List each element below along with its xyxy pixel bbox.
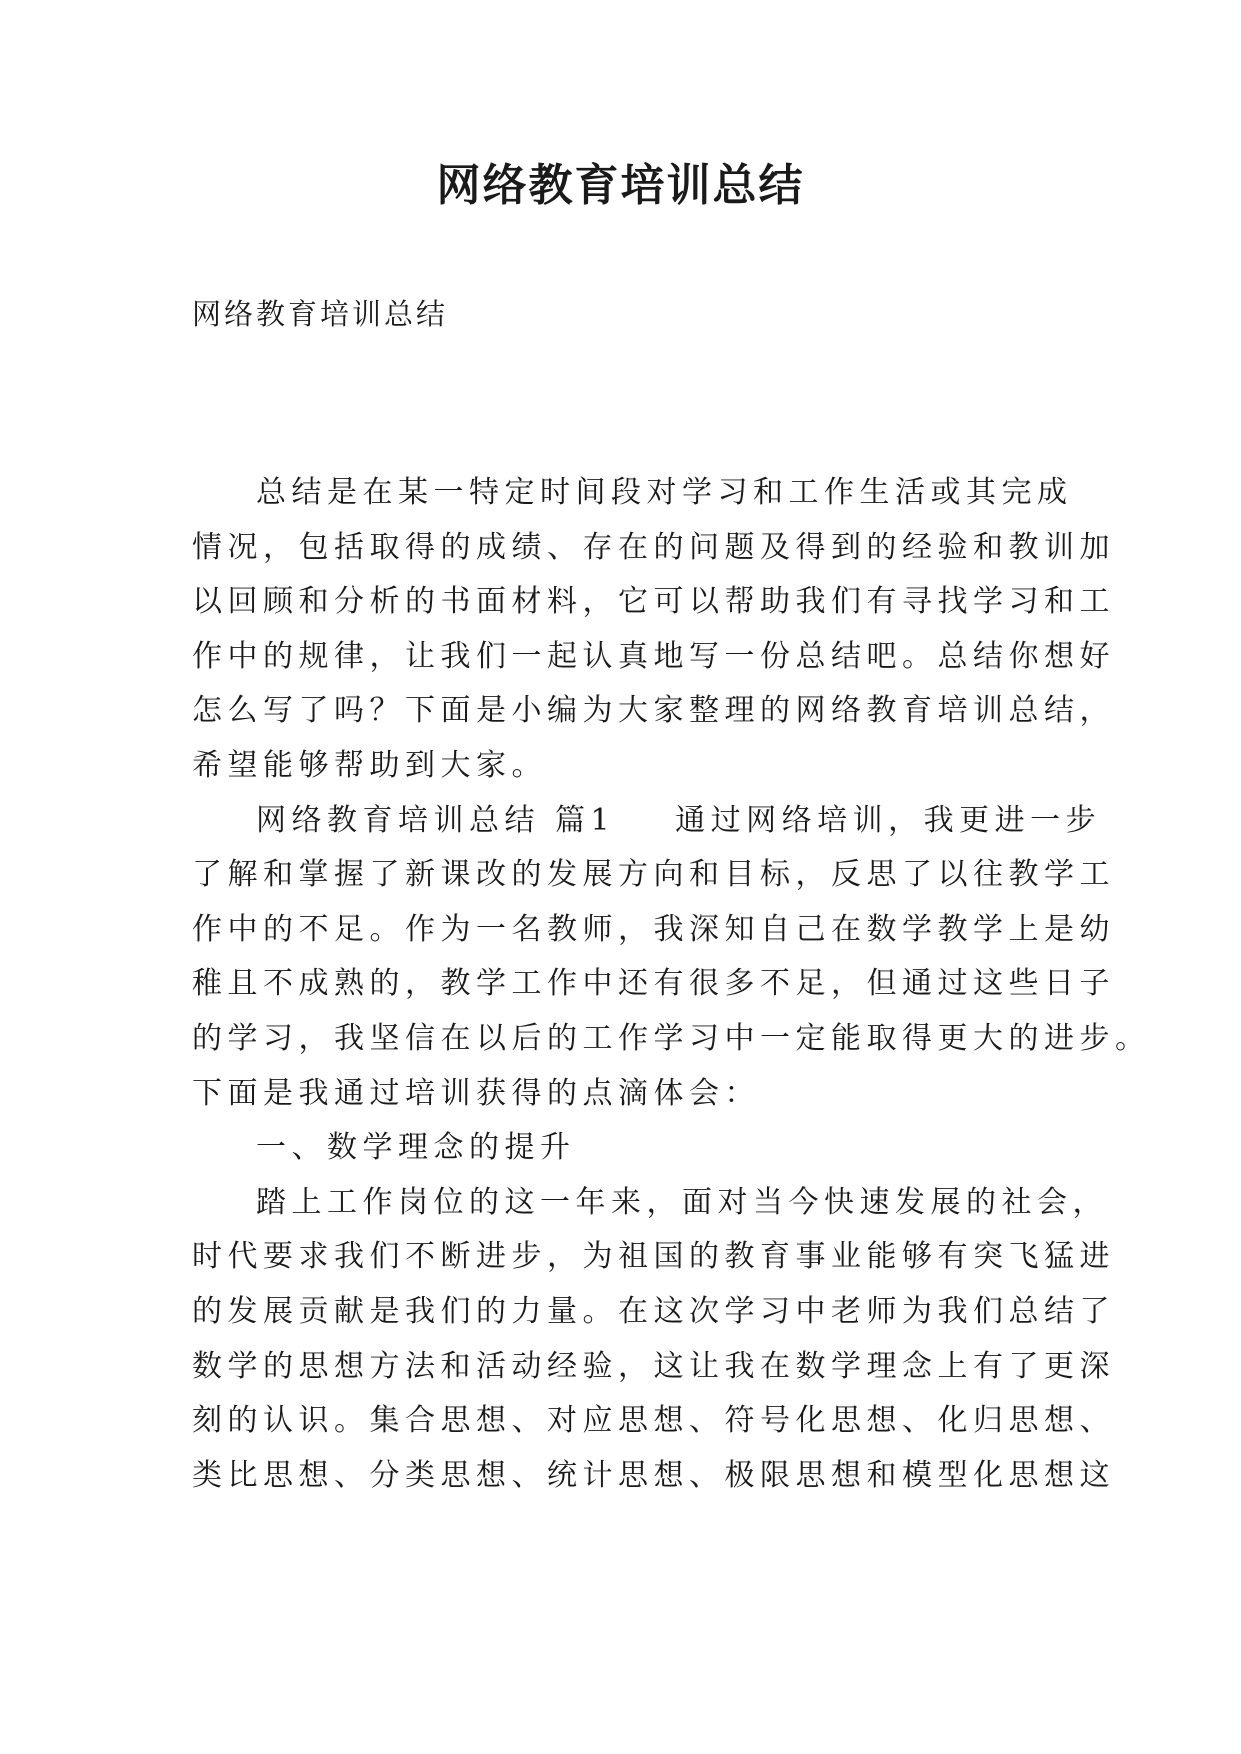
point-line: 刻的认识。集合思想、对应思想、符号化思想、化归思想、 <box>192 1403 1115 1439</box>
paragraph-line: 希望能够帮助到大家。 <box>192 747 547 783</box>
paragraph-line: 作中的规律，让我们一起认真地写一份总结吧。总结你想好 <box>192 638 1115 674</box>
section-line: 通过网络培训，我更进一步 <box>675 802 1102 838</box>
point-heading: 一、数学理念的提升 <box>256 1130 576 1166</box>
point-line: 数学的思想方法和活动经验，这让我在数学理念上有了更深 <box>192 1348 1115 1384</box>
point-line: 的发展贡献是我们的力量。在这次学习中老师为我们总结了 <box>192 1293 1115 1329</box>
paragraph-line: 以回顾和分析的书面材料，它可以帮助我们有寻找学习和工 <box>192 584 1115 620</box>
document-subtitle: 网络教育培训总结 <box>192 297 449 331</box>
section-line: 稚且不成熟的，教学工作中还有很多不足，但通过这些日子 <box>192 966 1115 1002</box>
section-line: 了解和掌握了新课改的发展方向和目标，反思了以往教学工 <box>192 857 1115 893</box>
document-body <box>192 466 1151 1503</box>
section-line: 的学习，我坚信在以后的工作学习中一定能取得更大的进步。 <box>192 1020 1151 1056</box>
point-line: 类比思想、分类思想、统计思想、极限思想和模型化思想这 <box>192 1457 1115 1493</box>
document-title: 网络教育培训总结 <box>436 160 805 211</box>
paragraph-line: 总结是在某一特定时间段对学习和工作生活或其完成 <box>256 475 1073 510</box>
section-heading: 网络教育培训总结 篇1 <box>256 802 616 838</box>
section-line: 下面是我通过培训获得的点滴体会： <box>192 1075 760 1111</box>
section-first-line <box>192 794 1102 849</box>
paragraph-line: 情况，包括取得的成绩、存在的问题及得到的经验和教训加 <box>192 529 1115 565</box>
paragraph-line: 怎么写了吗？下面是小编为大家整理的网络教育培训总结， <box>192 693 1115 729</box>
section-line: 作中的不足。作为一名教师，我深知自己在数学教学上是幼 <box>192 911 1115 947</box>
point-line: 时代要求我们不断进步，为祖国的教育事业能够有突飞猛进 <box>192 1239 1115 1275</box>
point-line: 踏上工作岗位的这一年来，面对当今快速发展的社会， <box>256 1184 1108 1220</box>
